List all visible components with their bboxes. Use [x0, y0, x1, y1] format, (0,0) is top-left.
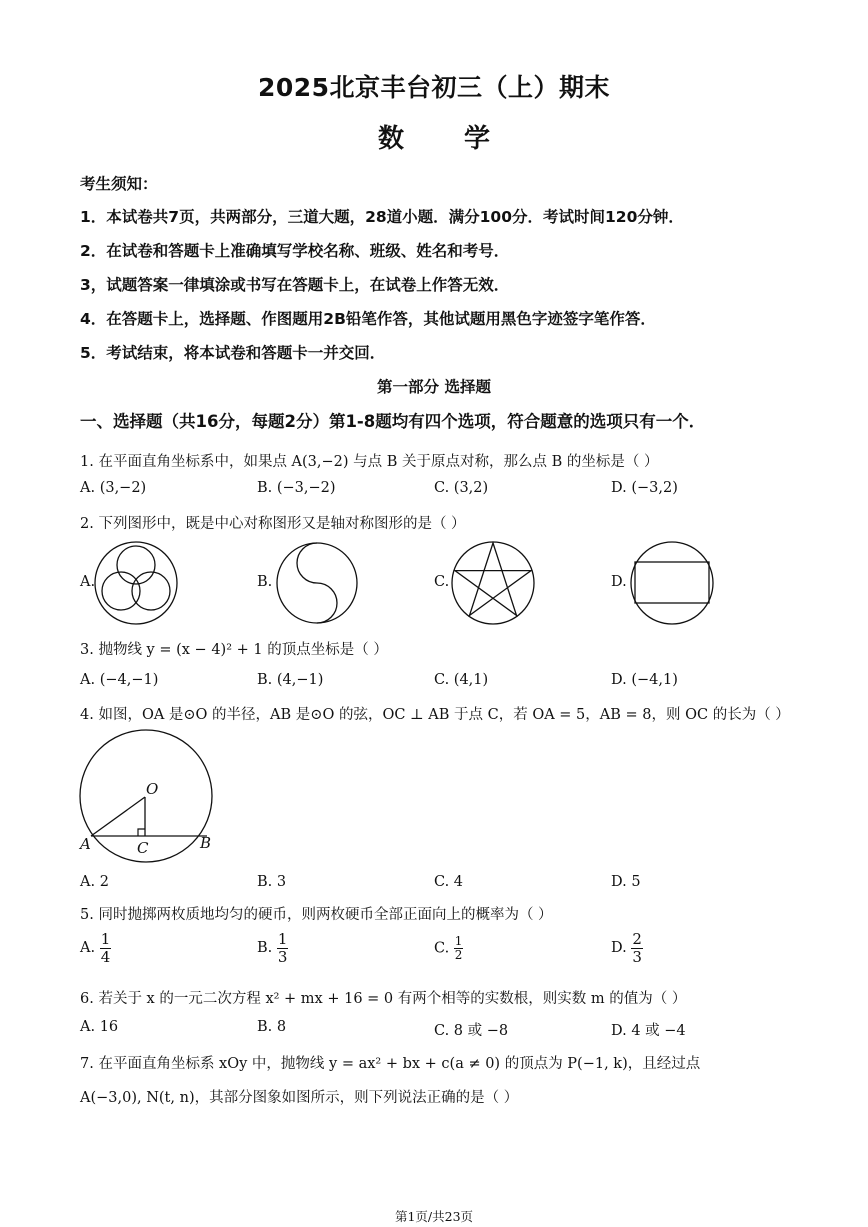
- figure-rectangle-in-circle: [628, 540, 716, 626]
- q4-option-b: B. 3: [257, 874, 287, 890]
- question-1: 1. 在平面直角坐标系中，如果点 A(3,−2) 与点 B 关于原点对称，那么点 B 的坐标是（ ）: [80, 454, 659, 470]
- section-heading: 一、选择题（共16分，每题2分）第1-8题均有四个选项，符合题意的选项只有一个．: [80, 412, 706, 431]
- question-5: 5. 同时抛掷两枚质地均匀的硬币，则两枚硬币全部正面向上的概率为（ ）: [80, 907, 553, 923]
- fraction: [100, 931, 112, 965]
- q4-option-c: C. 4: [434, 874, 464, 890]
- q3-option-c: C. (4,1): [434, 672, 489, 688]
- question-7-line-1: 7. 在平面直角坐标系 xOy 中，抛物线 y = ax² + bx + c(a ≠ 0) 的顶点为 P(−1, k)，且经过点: [80, 1056, 701, 1072]
- numerator: 1: [454, 934, 463, 948]
- q5-option-a: [80, 931, 111, 965]
- numerator: 2: [632, 930, 642, 948]
- question-7-line-2: A(−3,0), N(t, n)，其部分图象如图所示，则下列说法正确的是（ ）: [80, 1090, 519, 1106]
- label-o: O: [146, 780, 159, 798]
- q5-option-c: [434, 935, 463, 962]
- q3-option-a: A. (−4,−1): [80, 672, 159, 688]
- option-letter: B.: [257, 940, 273, 956]
- q1-option-b: B. (−3,−2): [257, 480, 336, 496]
- label-c: C: [137, 839, 149, 857]
- q6-option-c: C. 8 或 −8: [434, 1023, 509, 1039]
- fraction: [277, 931, 289, 965]
- denominator: 2: [454, 948, 463, 963]
- question-4: 4. 如图，OA 是⊙O 的半径，AB 是⊙O 的弦，OC ⊥ AB 于点 C，若 OA = 5，AB = 8，则 OC 的长为（ ）: [80, 707, 790, 723]
- denominator: 4: [100, 947, 111, 966]
- q2-option-a: A.: [80, 574, 96, 590]
- q4-option-a: A. 2: [80, 874, 109, 890]
- fraction: [631, 931, 643, 965]
- option-letter: C.: [434, 940, 450, 957]
- q1-option-c: C. (3,2): [434, 480, 489, 496]
- question-2: 2. 下列图形中，既是中心对称图形又是轴对称图形的是（ ）: [80, 516, 466, 532]
- option-letter: D.: [611, 940, 627, 956]
- notice-item: 2．在试卷和答题卡上准确填写学校名称、班级、姓名和考号．: [80, 242, 510, 260]
- part-title: 第一部分 选择题: [377, 378, 491, 396]
- question-3: 3. 抛物线 y = (x − 4)² + 1 的顶点坐标是（ ）: [80, 642, 388, 658]
- numerator: 1: [100, 930, 111, 948]
- notice-item: 3，试题答案一律填涂或书写在答题卡上，在试卷上作答无效．: [80, 276, 510, 294]
- q1-option-d: D. (−3,2): [611, 480, 678, 496]
- subject-title: 数学: [377, 124, 550, 154]
- q2-option-c: C.: [434, 574, 450, 590]
- notice-item: 4．在答题卡上，选择题、作图题用2B铅笔作答，其他试题用黑色字迹签字笔作答．: [80, 310, 656, 328]
- question-6: 6. 若关于 x 的一元二次方程 x² + mx + 16 = 0 有两个相等的实数根，则实数 m 的值为（ ）: [80, 991, 687, 1007]
- page-footer: 第1页/共23页: [394, 1209, 474, 1224]
- notice-item: 1．本试卷共7页，共两部分，三道大题，28道小题．满分100分．考试时间120分钟．: [80, 208, 684, 226]
- q2-option-d: D.: [611, 574, 627, 590]
- q5-option-d: [611, 931, 643, 965]
- label-b: B: [200, 834, 212, 852]
- fraction: [454, 935, 464, 962]
- numerator: 1: [277, 930, 288, 948]
- q3-option-d: D. (−4,1): [611, 672, 678, 688]
- notice-item: 5．考试结束，将本试卷和答题卡一并交回．: [80, 344, 386, 362]
- q5-option-b: [257, 931, 288, 965]
- denominator: 3: [277, 947, 288, 966]
- q1-option-a: A. (3,−2): [80, 480, 147, 496]
- q4-option-d: D. 5: [611, 874, 641, 890]
- q3-option-b: B. (4,−1): [257, 672, 324, 688]
- figure-s-curve: [275, 542, 359, 624]
- q6-option-b: B. 8: [257, 1019, 287, 1035]
- figure-pentagram: [450, 540, 536, 626]
- figure-trefoil: [90, 540, 182, 626]
- notice-heading: 考生须知：: [80, 175, 158, 193]
- page-title: 2025北京丰台初三（上）期末: [257, 73, 611, 102]
- q6-option-a: A. 16: [80, 1019, 119, 1035]
- q2-option-b: B.: [257, 574, 273, 590]
- option-letter: A.: [80, 940, 96, 956]
- denominator: 3: [632, 947, 642, 966]
- label-a: A: [80, 835, 91, 853]
- q6-option-d: D. 4 或 −4: [611, 1023, 686, 1039]
